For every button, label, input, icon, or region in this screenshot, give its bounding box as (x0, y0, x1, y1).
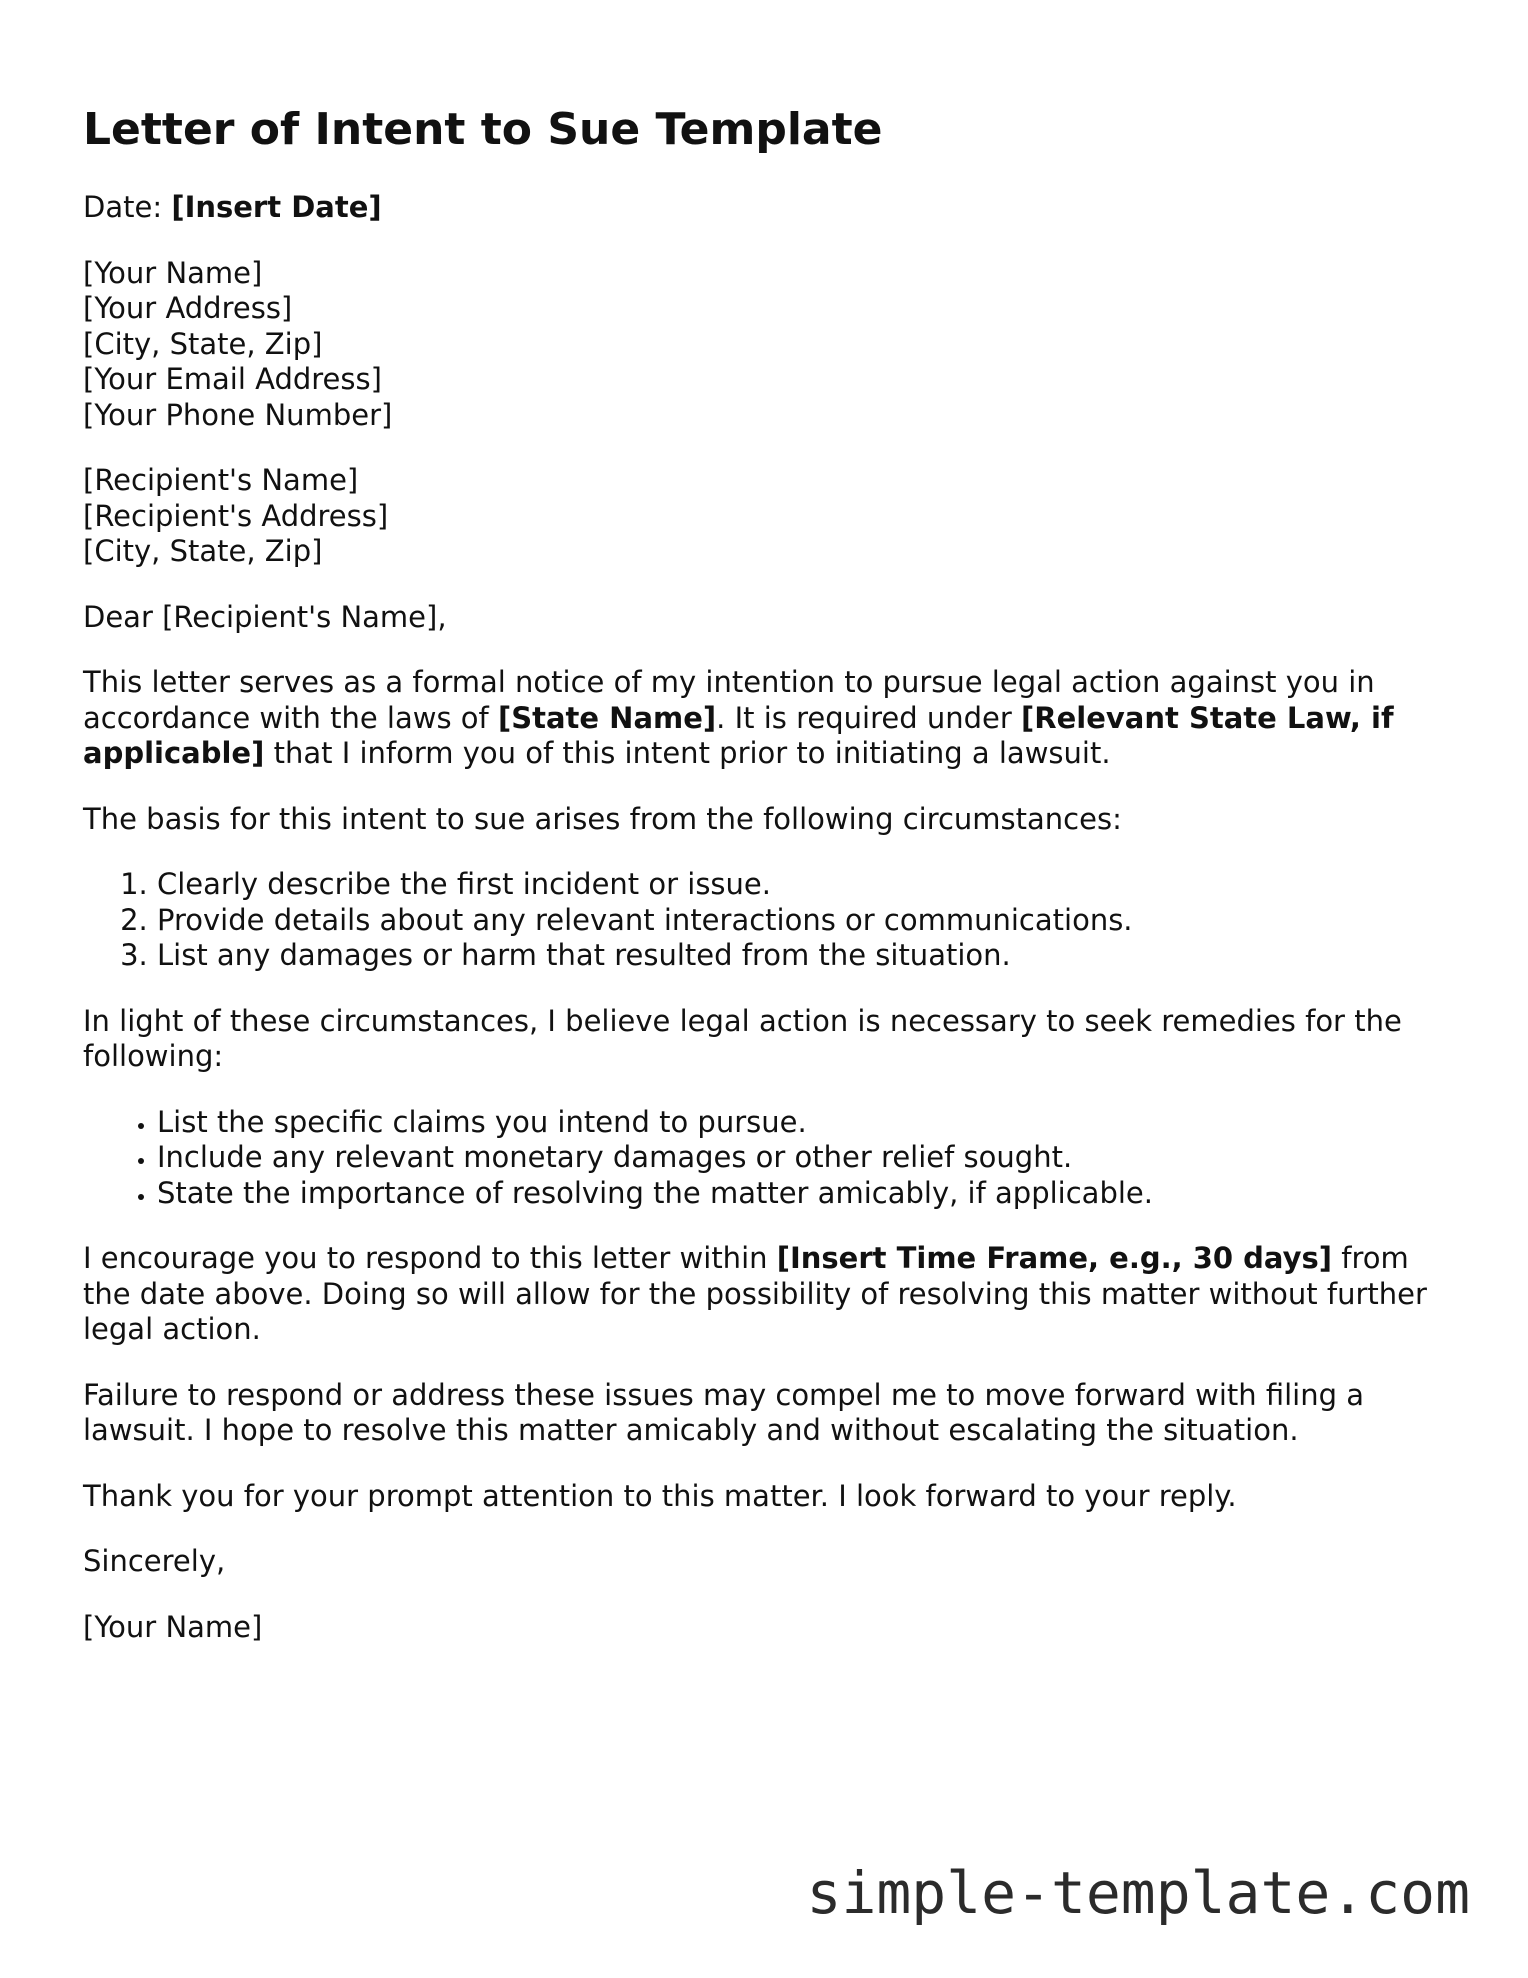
thanks-paragraph: Thank you for your prompt attention to this matter. I look forward to your reply. (83, 1478, 1237, 1513)
salutation: Dear [Recipient's Name], (83, 599, 447, 634)
date-value: [Insert Date] (171, 190, 382, 224)
sender-phone: [Your Phone Number] (83, 397, 393, 432)
list-item: • List the specific claims you intend to pursue. (157, 1105, 1453, 1141)
date-line (83, 190, 1453, 226)
watermark: simple-template.com (806, 1859, 1470, 1927)
remedies-list (83, 1105, 1453, 1212)
response-text-2: from the date above. Doing so will allow for the possibility of resolving this matter without further legal action. (83, 1241, 1427, 1346)
signature: [Your Name] (83, 1609, 263, 1644)
response-text-1: I encourage you to respond to this letter within (83, 1241, 777, 1275)
recipient-city-state-zip: [City, State, Zip] (83, 534, 323, 568)
list-item: 3. List any damages or harm that resulted from the situation. (157, 938, 1453, 974)
list-item: • State the importance of resolving the matter amicably, if applicable. (157, 1176, 1453, 1212)
basis-intro: The basis for this intent to sue arises from the following circumstances: (83, 801, 1122, 836)
state-name-placeholder: [State Name] (497, 700, 717, 735)
date-label: Date: (83, 190, 172, 224)
closing: Sincerely, (83, 1544, 226, 1578)
circumstances-list (83, 867, 1453, 974)
sender-city-state-zip: [City, State, Zip] (83, 326, 323, 361)
list-item: 2. Provide details about any relevant interactions or communications. (157, 903, 1453, 939)
letter-document (83, 100, 1453, 1675)
list-item: 1. Clearly describe the first incident or issue. (157, 867, 1453, 903)
intro-text-3: that I inform you of this intent prior to initiating a lawsuit. (264, 736, 1111, 770)
intro-text-2: . It is required under (716, 700, 1022, 735)
recipient-name: [Recipient's Name] (83, 463, 359, 497)
response-paragraph (83, 1241, 1453, 1348)
sender-name: [Your Name] (83, 255, 263, 290)
sender-address: [Your Address] (83, 291, 293, 325)
recipient-block (83, 463, 1453, 570)
recipient-address: [Recipient's Address] (83, 498, 389, 533)
sender-block (83, 256, 1453, 434)
intro-paragraph (83, 665, 1453, 772)
failure-paragraph: Failure to respond or address these issues may compel me to move forward with filing a lawsuit. I hope to resolve this matter amicably and without escalating the situation. (83, 1377, 1364, 1447)
state-law-placeholder: [Relevant State Law, if applicable] (83, 700, 1394, 770)
page-title: Letter of Intent to Sue Template (83, 104, 883, 155)
timeframe-placeholder: [Insert Time Frame, e.g., 30 days] (776, 1241, 1333, 1275)
remedies-intro: In light of these circumstances, I believe legal action is necessary to seek remedies for the following: (83, 1003, 1402, 1073)
intro-text-1: This letter serves as a formal notice of my intention to pursue legal action against you in accordance with the laws of (83, 665, 1375, 735)
sender-email: [Your Email Address] (83, 362, 382, 396)
list-item: • Include any relevant monetary damages or other relief sought. (157, 1140, 1453, 1176)
